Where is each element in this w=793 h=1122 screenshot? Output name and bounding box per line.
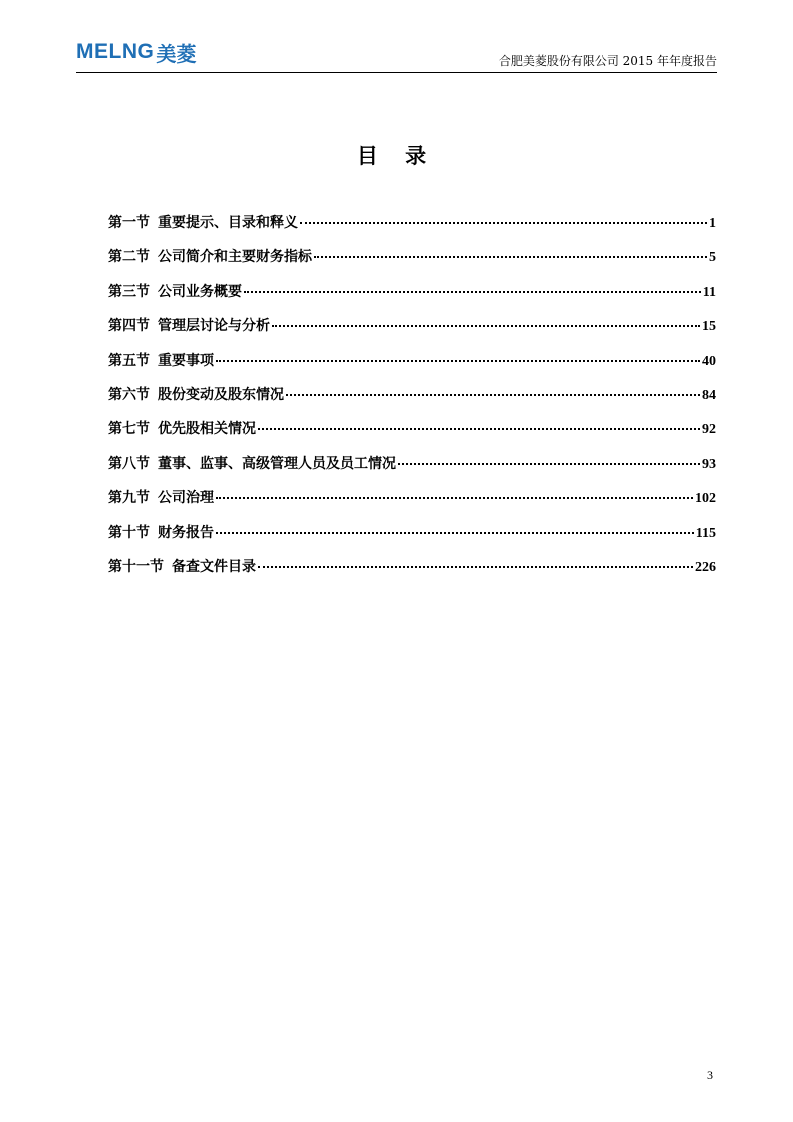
toc-page-number: 102 bbox=[695, 491, 716, 507]
dot-leader bbox=[244, 291, 701, 293]
toc-page-number: 84 bbox=[702, 387, 716, 403]
dot-leader bbox=[258, 428, 700, 430]
toc-entry[interactable] bbox=[108, 418, 716, 452]
dot-leader bbox=[216, 360, 700, 362]
logo-text-cn: 美菱 bbox=[156, 41, 197, 66]
toc-entry-title: 备查文件目录 bbox=[172, 558, 256, 575]
dot-leader bbox=[286, 394, 700, 396]
dot-leader bbox=[314, 256, 707, 258]
dot-leader bbox=[216, 532, 694, 534]
toc-section: 第三节 bbox=[108, 283, 150, 300]
table-of-contents bbox=[108, 212, 716, 590]
toc-section: 第六节 bbox=[108, 386, 150, 403]
toc-entry-title: 财务报告 bbox=[158, 524, 214, 541]
toc-entry-title: 公司简介和主要财务指标 bbox=[158, 249, 312, 266]
toc-title: 目 录 bbox=[356, 144, 437, 168]
toc-section: 第五节 bbox=[108, 352, 150, 369]
toc-section: 第二节 bbox=[108, 249, 150, 266]
toc-page-number: 40 bbox=[702, 353, 716, 369]
dot-leader bbox=[398, 463, 700, 465]
toc-entry-title: 公司治理 bbox=[158, 490, 214, 507]
report-title: 合肥美菱股份有限公司 2015 年年度报告 bbox=[498, 54, 717, 68]
toc-page-number: 15 bbox=[702, 319, 716, 335]
toc-section: 第十节 bbox=[108, 524, 150, 541]
page-header bbox=[76, 36, 717, 73]
toc-entry[interactable] bbox=[108, 384, 716, 418]
toc-entry-title: 优先股相关情况 bbox=[158, 421, 256, 438]
toc-entry[interactable] bbox=[108, 522, 716, 556]
toc-entry[interactable] bbox=[108, 315, 716, 349]
toc-entry[interactable] bbox=[108, 350, 716, 384]
toc-entry-title: 重要事项 bbox=[158, 352, 214, 369]
toc-page-number: 115 bbox=[695, 525, 716, 541]
toc-entry[interactable] bbox=[108, 487, 716, 521]
meling-logo bbox=[76, 40, 196, 64]
toc-entry[interactable] bbox=[108, 281, 716, 315]
toc-page-number: 5 bbox=[709, 250, 716, 266]
toc-section: 第四节 bbox=[108, 318, 150, 335]
toc-page-number: 93 bbox=[702, 456, 716, 472]
toc-section: 第七节 bbox=[108, 421, 150, 438]
toc-page-number: 1 bbox=[709, 216, 716, 231]
dot-leader bbox=[300, 222, 707, 224]
toc-page-number: 226 bbox=[695, 559, 716, 575]
toc-entry-title: 重要提示、目录和释义 bbox=[158, 215, 298, 231]
toc-entry-title: 董事、监事、高级管理人员及员工情况 bbox=[158, 455, 396, 472]
toc-entry[interactable] bbox=[108, 246, 716, 280]
toc-entry-title: 股份变动及股东情况 bbox=[158, 386, 284, 403]
toc-section: 第十一节 bbox=[108, 558, 164, 575]
toc-entry[interactable] bbox=[108, 556, 716, 590]
dot-leader bbox=[258, 566, 693, 568]
toc-entry[interactable] bbox=[108, 212, 716, 246]
dot-leader bbox=[216, 497, 693, 499]
toc-page-number: 11 bbox=[702, 284, 716, 300]
toc-entry-title: 公司业务概要 bbox=[158, 283, 242, 300]
toc-section: 第一节 bbox=[108, 215, 150, 231]
toc-entry[interactable] bbox=[108, 453, 716, 487]
toc-section: 第八节 bbox=[108, 455, 150, 472]
toc-section: 第九节 bbox=[108, 490, 150, 507]
logo-text-en: MELNG bbox=[76, 40, 155, 63]
toc-entry-title: 管理层讨论与分析 bbox=[158, 318, 270, 335]
page-number: 3 bbox=[707, 1068, 713, 1082]
dot-leader bbox=[272, 325, 700, 327]
toc-page-number: 92 bbox=[702, 422, 716, 438]
